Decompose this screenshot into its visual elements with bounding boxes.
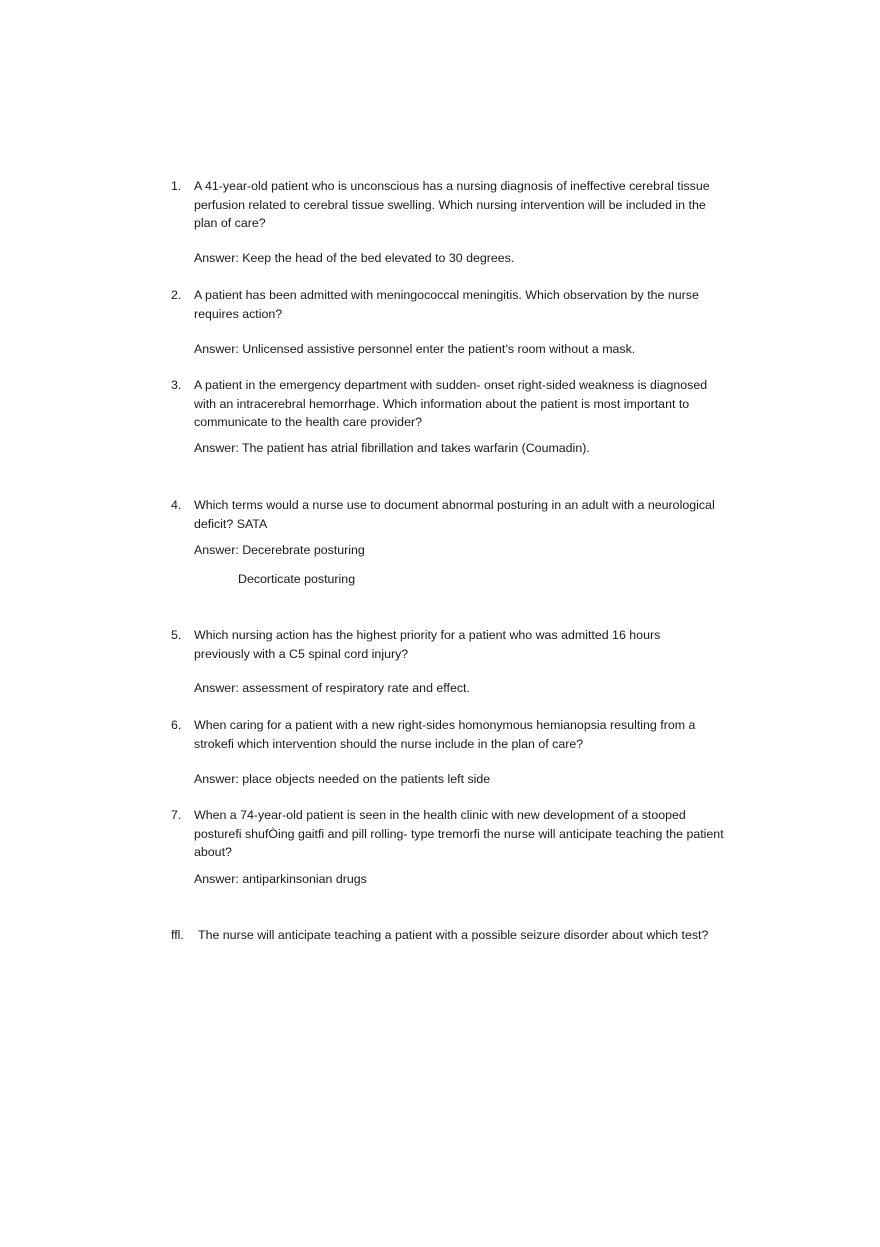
answer-3: Answer: The patient has atrial fibrillation and takes warfarin (Coumadin). <box>194 441 590 455</box>
question-text: When caring for a patient with a new right-sides homonymous hemianopsia resulting from a strokefi which intervention should the nurse include in the plan of care? <box>194 718 696 751</box>
answer-4-second: Decorticate posturing <box>238 572 356 586</box>
answer-4: Answer: Decerebrate posturing <box>194 543 365 557</box>
question-6 <box>171 716 751 753</box>
question-number: 1. <box>171 179 182 193</box>
question-text: A 41-year-old patient who is unconscious has a nursing diagnosis of ineffective cerebral tissue perfusion related to cerebral tissue swelling. Which nursing intervention will be included in the plan of care? <box>194 179 710 230</box>
question-number: 7. <box>171 808 182 822</box>
question-number: 5. <box>171 628 182 642</box>
question-7 <box>171 806 751 862</box>
answer-1: Answer: Keep the head of the bed elevated to 30 degrees. <box>194 251 515 265</box>
question-5 <box>171 626 751 663</box>
answer-7: Answer: antiparkinsonian drugs <box>194 872 367 886</box>
question-text: Which nursing action has the highest priority for a patient who was admitted 16 hours previously with a C5 spinal cord injury? <box>194 628 661 661</box>
question-2 <box>171 286 751 323</box>
question-text: A patient has been admitted with meningococcal meningitis. Which observation by the nurse requires action? <box>194 288 699 321</box>
question-number: 4. <box>171 498 182 512</box>
answer-2: Answer: Unlicensed assistive personnel enter the patient’s room without a mask. <box>194 342 636 356</box>
answer-5: Answer: assessment of respiratory rate and effect. <box>194 681 470 695</box>
question-number: ffl. <box>171 928 184 942</box>
question-3 <box>171 376 751 432</box>
question-1 <box>171 177 751 233</box>
question-number: 6. <box>171 718 182 732</box>
question-number: 2. <box>171 288 182 302</box>
question-text: Which terms would a nurse use to document abnormal posturing in an adult with a neurological deficit? SATA <box>194 498 715 531</box>
question-number: 3. <box>171 378 182 392</box>
question-text: The nurse will anticipate teaching a patient with a possible seizure disorder about which test? <box>198 928 709 942</box>
question-8 <box>171 926 761 945</box>
question-4 <box>171 496 751 533</box>
answer-6: Answer: place objects needed on the patients left side <box>194 772 491 786</box>
question-text: A patient in the emergency department with sudden- onset right-sided weakness is diagnosed with an intracerebral hemorrhage. Which information about the patient is most important to communicate to the health care provider? <box>194 378 708 429</box>
question-text: When a 74-year-old patient is seen in the health clinic with new development of a stooped posturefi shufÒing gaitfi and pill rolling- type tremorfi the nurse will anticipate teaching the patient about? <box>194 808 724 859</box>
